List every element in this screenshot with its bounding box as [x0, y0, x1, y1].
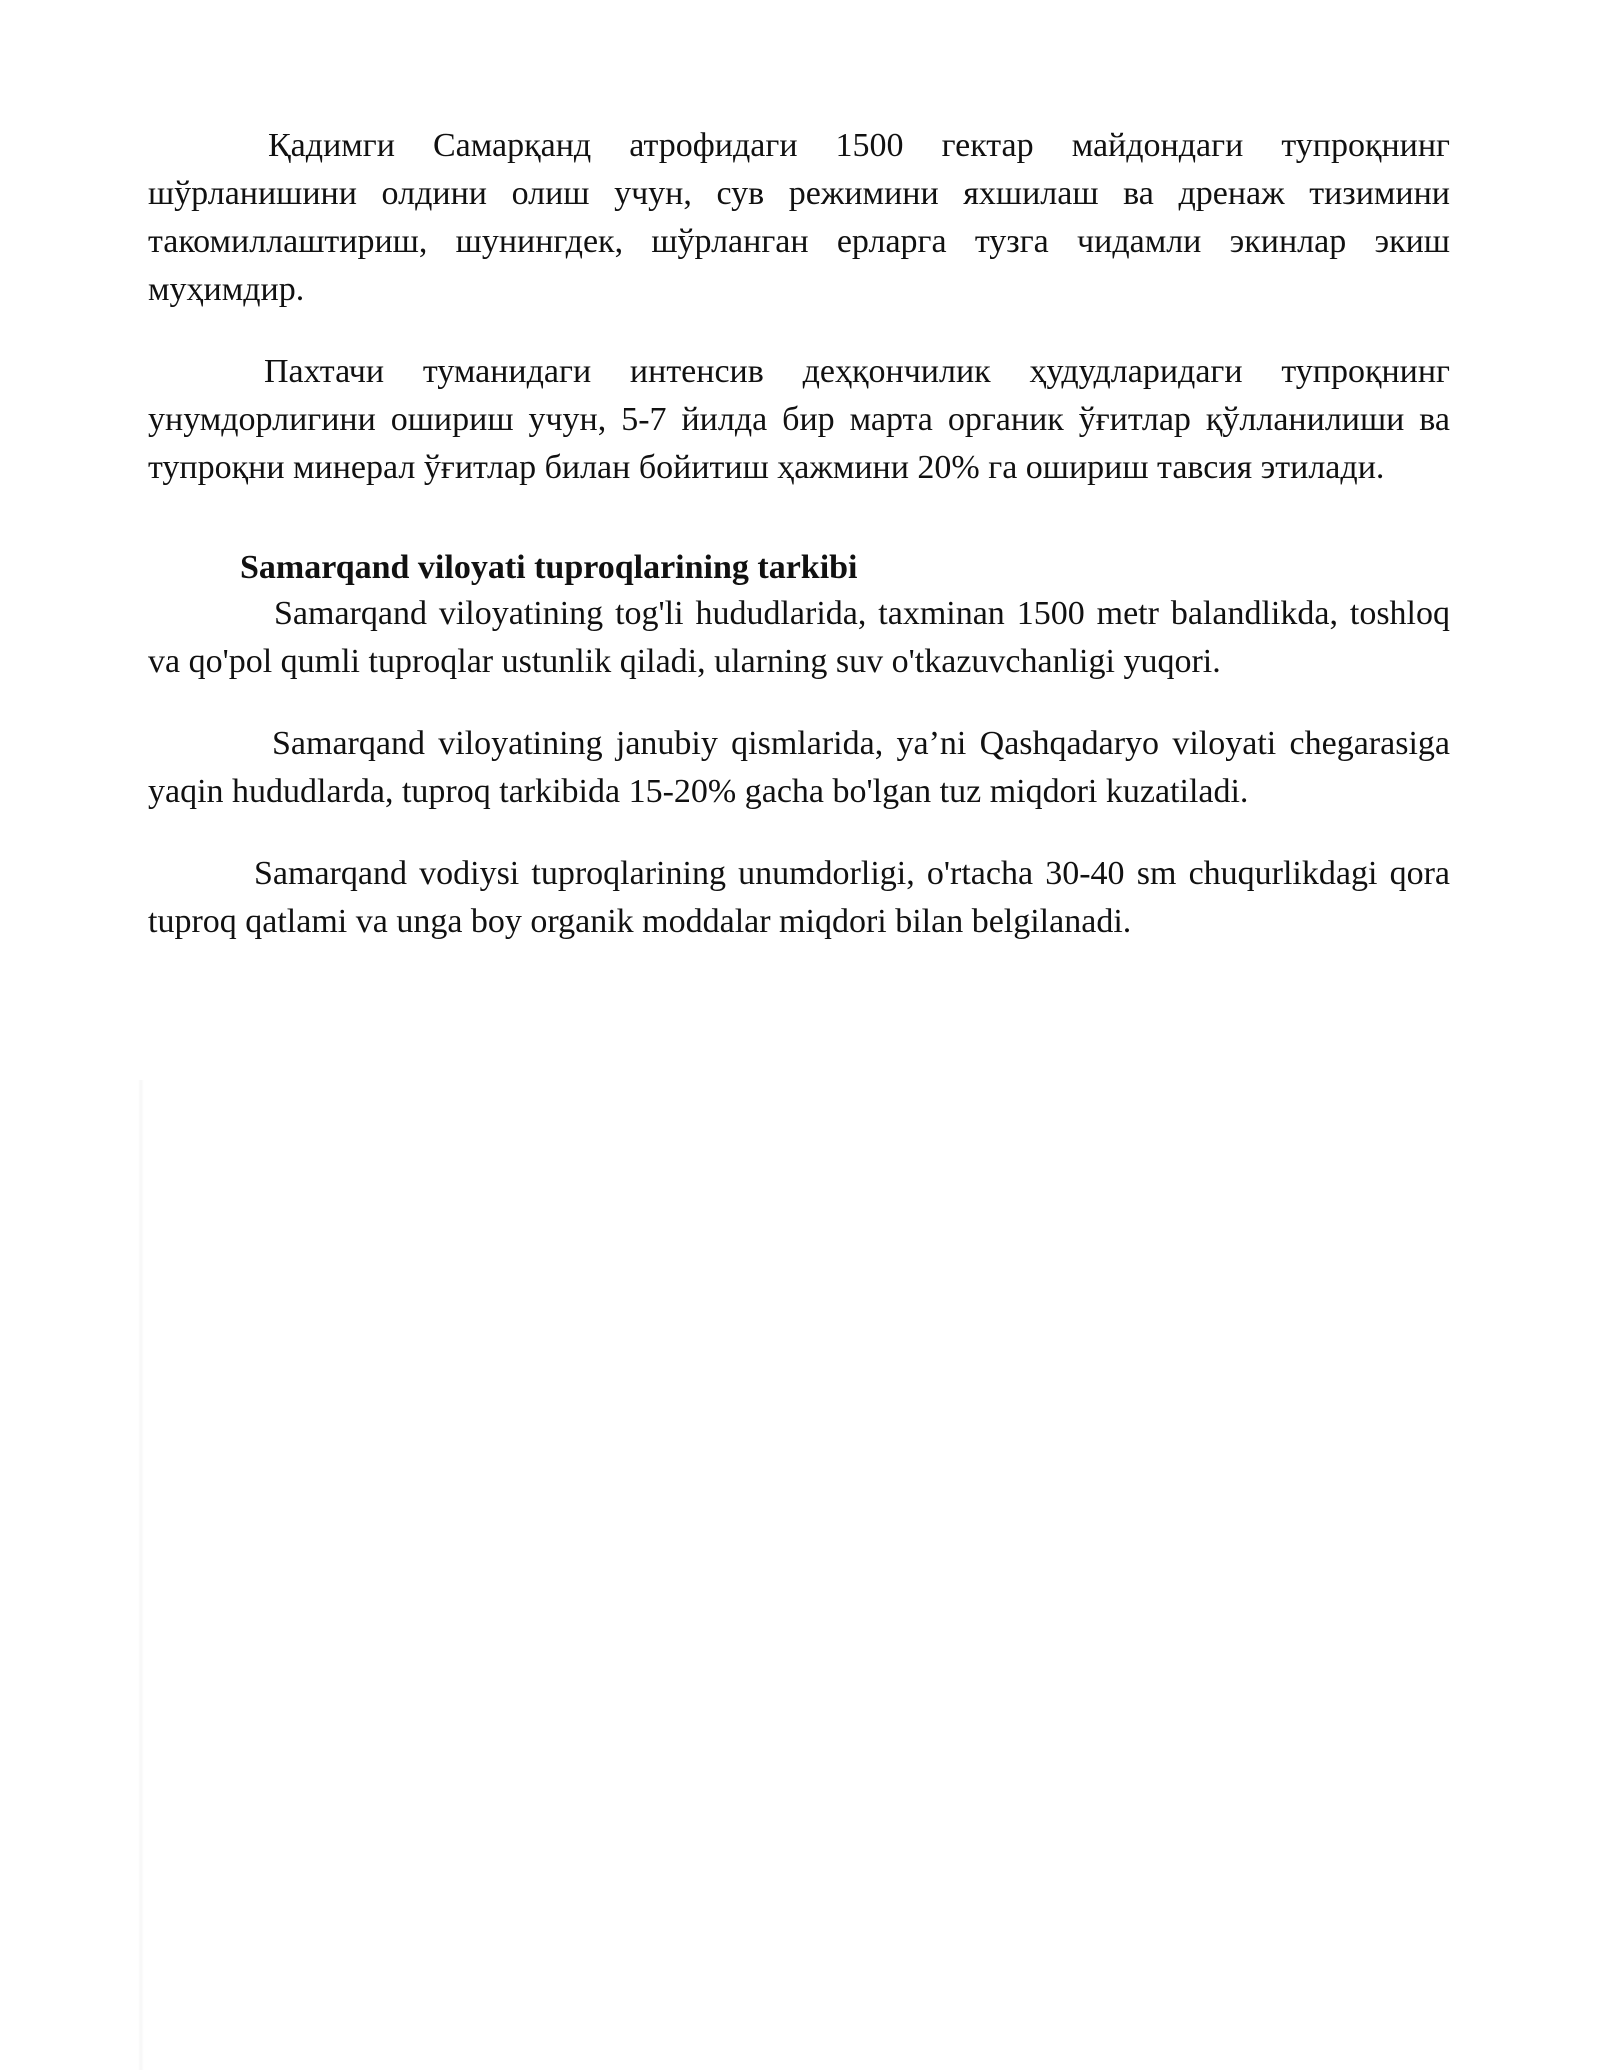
paragraph-fertility-pakhtachi: Пахтачи туманидаги интенсив деҳқончилик ҳудудларидаги тупроқнинг унумдорлигини ошириш учун, 5-7 йилда бир марта органик ўғитлар қўлланилиши ва тупроқни минерал ўғитлар билан бойитиш ҳажмини 20% га ошириш тавсия этилади. — [148, 353, 1450, 486]
paragraph-salinization: Қадимги Самарқанд атрофидаги 1500 гектар майдондаги тупроқнинг шўрланишини олдини олиш учун, сув режимини яхшилаш ва дренаж тизимини такомиллаштириш, шунингдек, шўрланган ерларга тузга чидамли экинлар экиш муҳимдир. — [148, 127, 1450, 308]
section-heading: Samarqand viloyati tuproqlarining tarkibi — [240, 549, 858, 586]
paragraph-southern-salinity: Samarqand viloyatining janubiy qismlarida, ya’ni Qashqadaryo viloyati chegarasiga yaqin hududlarda, tuproq tarkibida 15-20% gacha bo'lgan tuz miqdori kuzatiladi. — [148, 725, 1450, 810]
document-body — [148, 122, 1450, 946]
paragraph-valley-fertility: Samarqand vodiysi tuproqlarining unumdorligi, o'rtacha 30-40 sm chuqurlikdagi qora tuproq qatlami va unga boy organik moddalar miqdori bilan belgilanadi. — [148, 855, 1450, 940]
paragraph-mountain-soils: Samarqand viloyatining tog'li hududlarida, taxminan 1500 metr balandlikda, toshloq va qo'pol qumli tuproqlar ustunlik qiladi, ularning suv o'tkazuvchanligi yuqori. — [148, 595, 1450, 680]
page-edge-shadow — [138, 1080, 144, 2070]
